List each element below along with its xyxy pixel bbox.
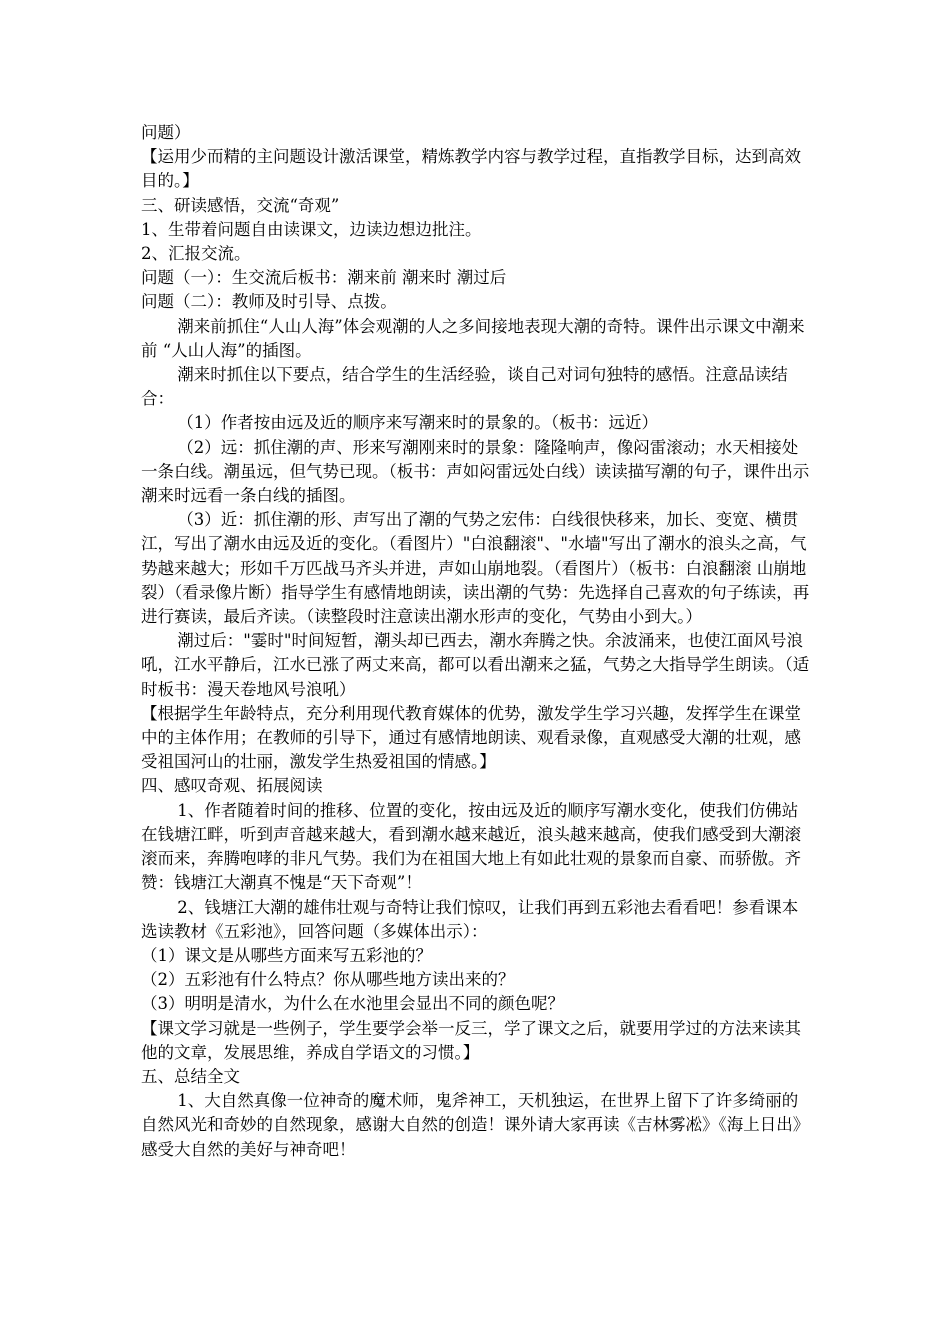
document-paragraph: 问题） — [141, 123, 191, 142]
document-paragraph: （3）近：抓住潮的形、声写出了潮的气势之宏伟：白线很快移来，加长、变宽、横贯江，写出了潮水由远及近的变化。（看图片）"白浪翻滚"、"水墙"写出了潮水的浪头之高，气势越来越大；形如千万匹战马齐头并进，声如山崩地裂。（看图片）（板书：白浪翻滚 山崩地裂）（看录像片断）指导学生有感情地朗读，读出潮的气势：先选择自己喜欢的句子练读，再进行赛读，最后齐读。（读整段时注意读出潮水形声的变化，气势由小到大。） — [141, 510, 810, 627]
document-paragraph: 【根据学生年龄特点，充分利用现代教育媒体的优势，激发学生学习兴趣，发挥学生在课堂中的主体作用；在教师的引导下，通过有感情地朗读、观看录像，直观感受大潮的壮观，感受祖国河山的壮丽，激发学生热爱祖国的情感。】 — [141, 703, 801, 772]
document-paragraph: 问题（二）：教师及时引导、点拨。 — [141, 292, 397, 312]
document-paragraph: （2）远：抓住潮的声、形来写潮刚来时的景象：隆隆响声，像闷雷滚动；水天相接处一条白线。潮虽远，但气势已现。（板书：声如闷雷远处白线）读读描写潮的句子，课件出示潮来时远看一条白线的插图。 — [141, 437, 810, 506]
document-paragraph: （1）作者按由远及近的顺序来写潮来时的景象的。（板书：远近） — [177, 413, 659, 433]
document-paragraph: （3）明明是清水，为什么在水池里会显出不同的颜色呢？ — [141, 994, 564, 1014]
document-paragraph: 四、感叹奇观、拓展阅读 — [141, 776, 323, 796]
document-page — [141, 121, 811, 1162]
document-paragraph: 潮来前抓住“人山人海”体会观潮的人之多间接地表现大潮的奇特。课件出示课文中潮来前 “人山人海”的插图。 — [141, 316, 805, 360]
document-paragraph: 潮过后："霎时"时间短暂，潮头却已西去，潮水奔腾之快。余波涌来，也使江面风号浪吼，江水平静后，江水已涨了两丈来高，都可以看出潮来之猛，气势之大指导学生朗读。（适时板书：漫天卷地风号浪吼） — [141, 631, 810, 699]
document-paragraph: 2、汇报交流。 — [141, 244, 251, 264]
document-paragraph: 【运用少而精的主问题设计激活课堂，精炼教学内容与教学过程，直指教学目标，达到高效目的。】 — [141, 147, 801, 191]
document-paragraph: 【课文学习就是一些例子，学生要学会举一反三，学了课文之后，就要用学过的方法来读其他的文章，发展思维，养成自学语文的习惯。】 — [141, 1018, 801, 1062]
document-paragraph: （2）五彩池有什么特点？你从哪些地方读出来的？ — [141, 970, 515, 990]
document-paragraph: 1、生带着问题自由读课文，边读边想边批注。 — [141, 219, 482, 239]
document-body — [141, 121, 811, 1162]
document-paragraph: 潮来时抓住以下要点，结合学生的生活经验，谈自己对词句独特的感悟。注意品读结合： — [141, 365, 788, 409]
document-paragraph: 五、总结全文 — [141, 1066, 240, 1086]
document-paragraph: 1、作者随着时间的推移、位置的变化，按由远及近的顺序写潮水变化，使我们仿佛站在钱塘江畔，听到声音越来越大，看到潮水越来越近，浪头越来越高，使我们感受到大潮滚滚而来，奔腾咆哮的非凡气势。我们为在祖国大地上有如此壮观的景象而自豪、而骄傲。齐赞：钱塘江大潮真不愧是“天下奇观”！ — [141, 800, 801, 893]
document-paragraph: 问题（一）：生交流后板书：潮来前 潮来时 潮过后 — [141, 268, 507, 288]
document-paragraph: （1）课文是从哪些方面来写五彩池的？ — [141, 945, 432, 965]
document-paragraph: 三、研读感悟，交流“奇观” — [141, 195, 340, 215]
document-paragraph: 2、钱塘江大潮的雄伟壮观与奇特让我们惊叹，让我们再到五彩池去看看吧！参看课本选读教材《五彩池》，回答问题（多媒体出示）： — [141, 897, 799, 941]
document-paragraph: 1、大自然真像一位神奇的魔术师，鬼斧神工，天机独运，在世界上留下了许多绮丽的自然风光和奇妙的自然现象，感谢大自然的创造！课外请大家再读《吉林雾凇》《海上日出》感受大自然的美好与神奇吧！ — [141, 1091, 810, 1159]
